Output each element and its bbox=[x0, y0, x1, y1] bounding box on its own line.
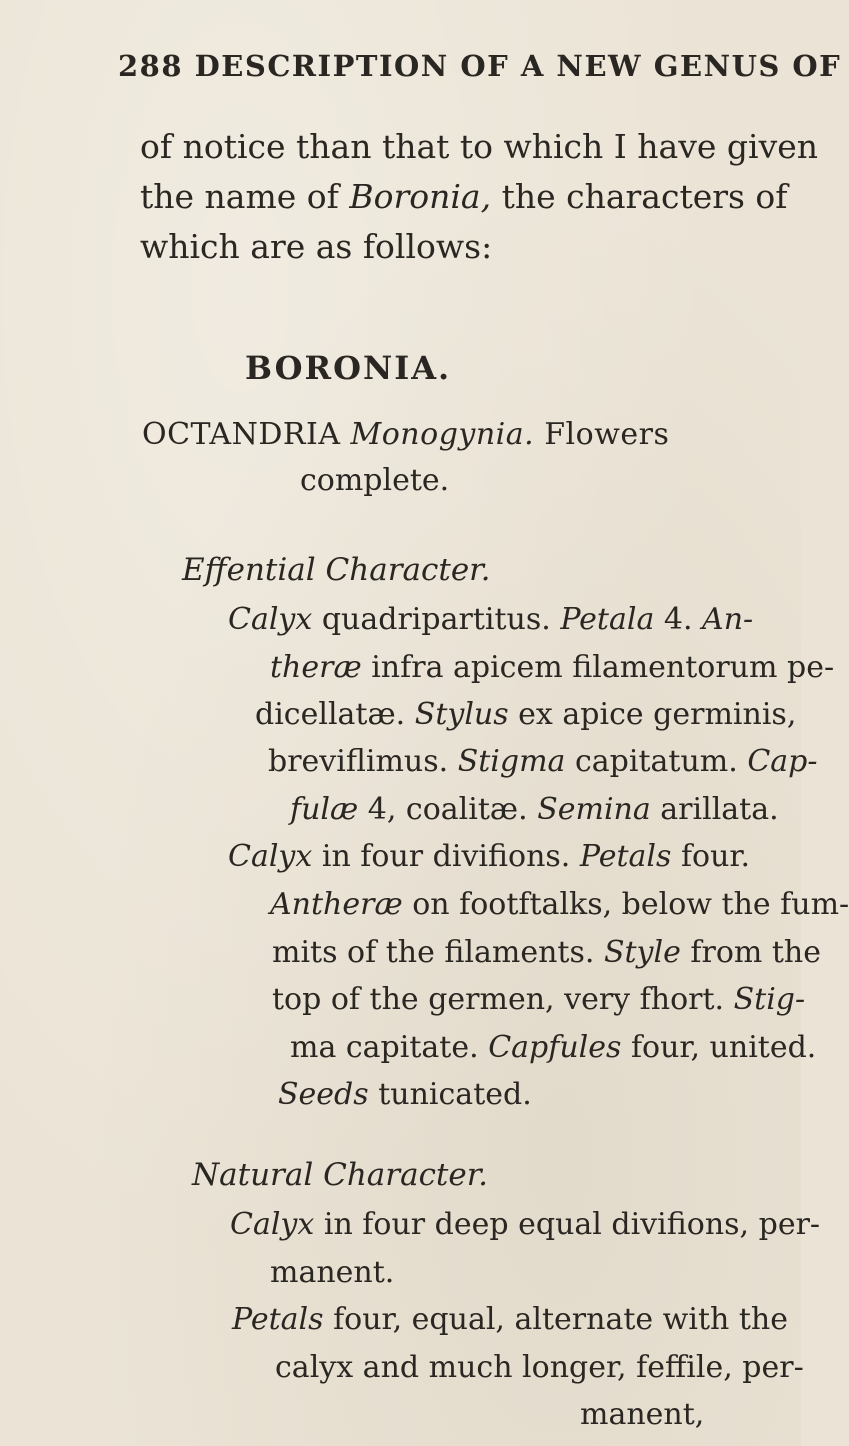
natural-line-3: Petals four, equal, alternate with the bbox=[232, 1302, 789, 1337]
natural-line-2: manent. bbox=[270, 1255, 395, 1290]
essential-line-8: mits of the filaments. Style from the bbox=[272, 935, 821, 970]
classification-line: OCTANDRIA Monogynia. Flowers bbox=[142, 417, 670, 452]
essential-line-2: theræ infra apicem filamentorum pe- bbox=[270, 650, 835, 685]
essential-line-6: Calyx in four divifions. Petals four. bbox=[228, 839, 751, 874]
natural-heading: Natural Character. bbox=[192, 1157, 488, 1193]
running-head: 288 DESCRIPTION OF A NEW GENUS OF bbox=[118, 49, 842, 83]
intro-line-2: the name of Boronia, the characters of bbox=[140, 177, 788, 216]
essential-line-9: top of the germen, very fhort. Stig- bbox=[272, 982, 806, 1017]
essential-heading: Effential Character. bbox=[182, 552, 491, 588]
genus-title: BORONIA. bbox=[245, 349, 452, 387]
essential-line-3: dicellatæ. Stylus ex apice germinis, bbox=[255, 697, 797, 732]
essential-line-5: fulæ 4, coalitæ. Semina arillata. bbox=[290, 792, 779, 827]
essential-line-10: ma capitate. Capfules four, united. bbox=[290, 1030, 817, 1065]
natural-line-5: manent, bbox=[580, 1397, 705, 1432]
essential-line-7: Antheræ on footftalks, below the fum- bbox=[270, 887, 849, 922]
classification-line-2: complete. bbox=[300, 463, 450, 498]
essential-line-11: Seeds tunicated. bbox=[278, 1077, 532, 1112]
essential-line-1: Calyx quadripartitus. Petala 4. An- bbox=[228, 602, 754, 637]
intro-line-3: which are as follows: bbox=[140, 227, 493, 266]
essential-line-4: breviflimus. Stigma capitatum. Cap- bbox=[268, 744, 818, 779]
natural-line-4: calyx and much longer, feffile, per- bbox=[275, 1350, 804, 1385]
natural-line-1: Calyx in four deep equal divifions, per- bbox=[230, 1207, 821, 1242]
intro-line-1: of notice than that to which I have given bbox=[140, 127, 818, 166]
